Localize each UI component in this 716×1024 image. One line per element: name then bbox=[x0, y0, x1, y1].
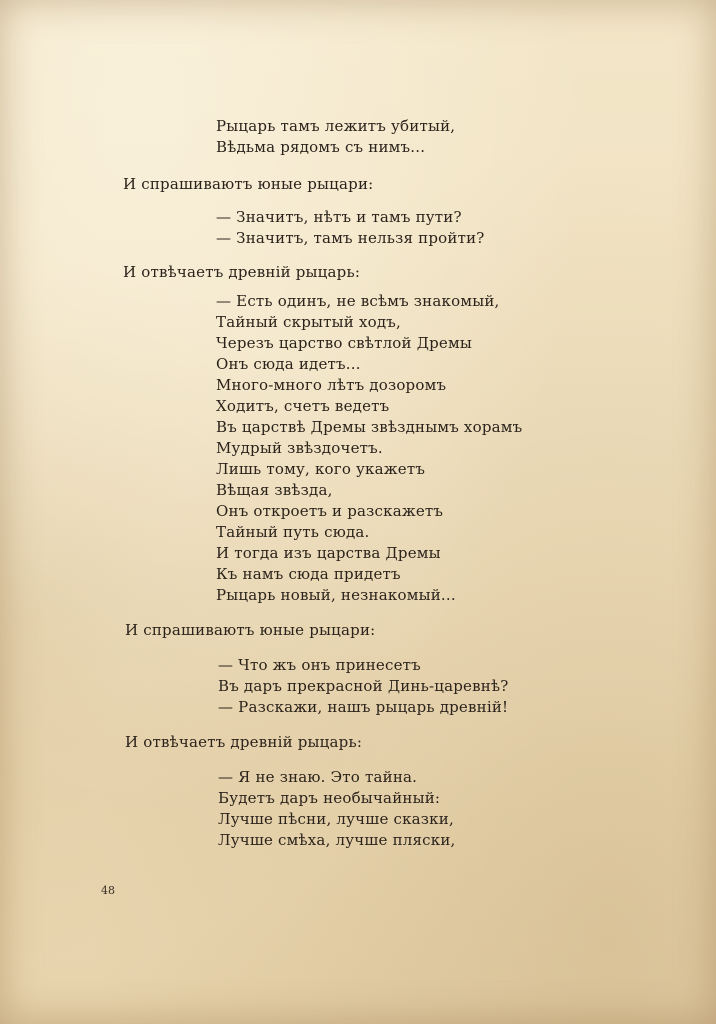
dialogue-line: — Что жъ онъ принесетъ bbox=[218, 656, 421, 674]
verse-line: Въ царствѣ Дремы звѣзднымъ хорамъ bbox=[216, 418, 523, 436]
verse-line: Много-много лѣтъ дозоромъ bbox=[216, 376, 447, 394]
verse-line: Къ намъ сюда придетъ bbox=[216, 565, 401, 583]
verse-line: Въ даръ прекрасной Динь-царевнѣ? bbox=[218, 677, 509, 695]
dialogue-line: — Значитъ, нѣтъ и тамъ пути? bbox=[216, 208, 462, 226]
verse-line: Вѣдьма рядомъ съ нимъ... bbox=[216, 138, 426, 156]
verse-line: Вѣщая звѣзда, bbox=[216, 481, 333, 499]
page-number: 48 bbox=[101, 884, 115, 897]
dialogue-line: — Я не знаю. Это тайна. bbox=[218, 768, 418, 786]
verse-line: И тогда изъ царства Дремы bbox=[216, 544, 441, 562]
narration-line: И отвѣчаетъ древній рыцарь: bbox=[125, 733, 363, 751]
dialogue-line: — Значитъ, тамъ нельзя пройти? bbox=[216, 229, 485, 247]
verse-line: Тайный путь сюда. bbox=[216, 523, 370, 541]
verse-line: Ходитъ, счетъ ведетъ bbox=[216, 397, 390, 415]
narration-line: И спрашиваютъ юные рыцари: bbox=[123, 175, 374, 193]
verse-line: Мудрый звѣздочетъ. bbox=[216, 439, 383, 457]
verse-line: Рыцарь новый, незнакомый... bbox=[216, 586, 456, 604]
verse-line: Будетъ даръ необычайный: bbox=[218, 789, 441, 807]
verse-line: Лучше пѣсни, лучше сказки, bbox=[218, 810, 454, 828]
verse-line: Лучше смѣха, лучше пляски, bbox=[218, 831, 456, 849]
verse-line: Рыцарь тамъ лежитъ убитый, bbox=[216, 117, 456, 135]
verse-line: Черезъ царство свѣтлой Дремы bbox=[216, 334, 472, 352]
verse-line: Онъ откроетъ и разскажетъ bbox=[216, 502, 444, 520]
narration-line: И спрашиваютъ юные рыцари: bbox=[125, 621, 376, 639]
verse-line: Онъ сюда идетъ... bbox=[216, 355, 361, 373]
dialogue-line: — Есть одинъ, не всѣмъ знакомый, bbox=[216, 292, 500, 310]
narration-line: И отвѣчаетъ древній рыцарь: bbox=[123, 263, 361, 281]
verse-line: Лишь тому, кого укажетъ bbox=[216, 460, 426, 478]
verse-line: Тайный скрытый ходъ, bbox=[216, 313, 402, 331]
dialogue-line: — Разскажи, нашъ рыцарь древній! bbox=[218, 698, 509, 716]
